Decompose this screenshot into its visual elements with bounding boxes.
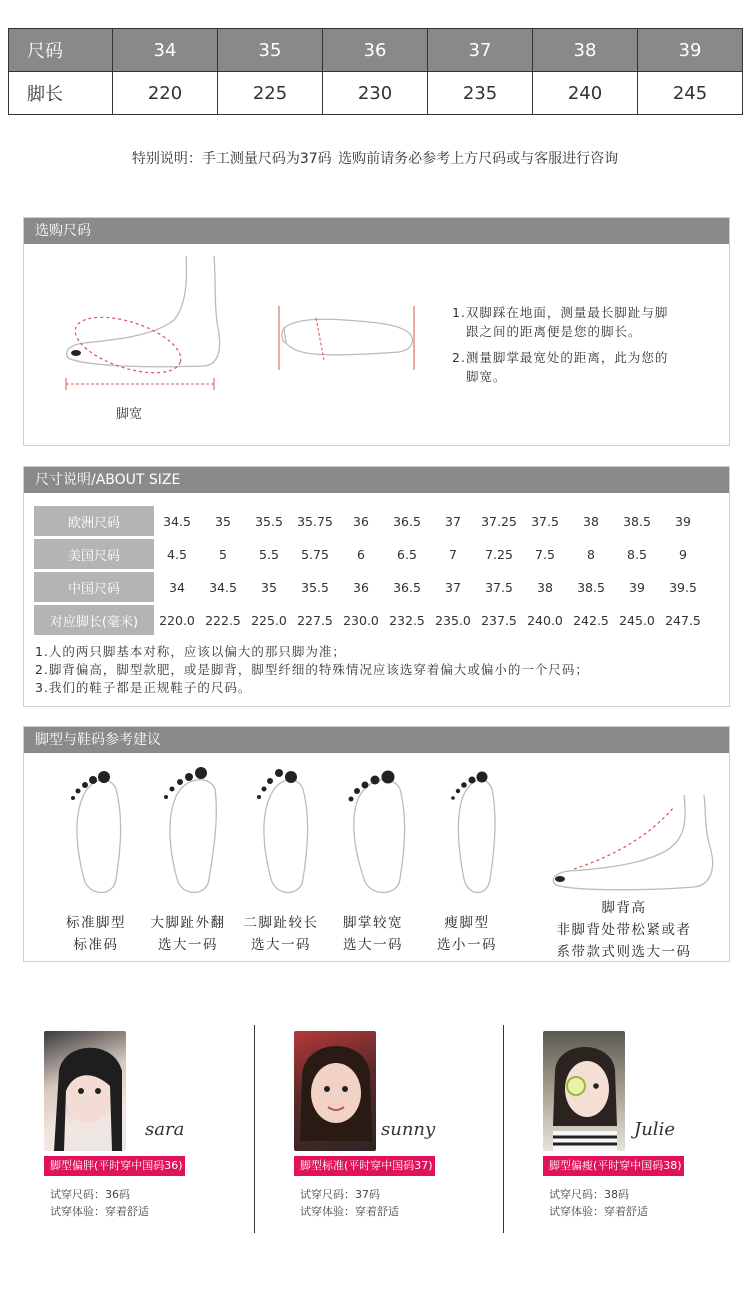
table-cell: 37.5 <box>531 513 559 529</box>
foot-type-name: 瘦脚型 <box>444 915 490 931</box>
model-feel: 试穿体验：穿着舒适 <box>300 1205 399 1218</box>
table-cell: 38 <box>583 513 599 529</box>
table-cell: 38.5 <box>623 513 651 529</box>
table-cell: 220.0 <box>159 612 195 628</box>
model-foot-type-bar: 脚型偏瘦(平时穿中国码38) <box>543 1156 684 1176</box>
table-cell: 35.75 <box>297 513 333 529</box>
foot-type-name: 脚掌较宽 <box>343 915 403 931</box>
table-cell: 235 <box>428 72 533 115</box>
table-cell: 35.5 <box>255 513 283 529</box>
model-portrait-icon <box>44 1031 126 1151</box>
foot-type-illustrations <box>24 759 544 909</box>
model-photo <box>294 1031 376 1151</box>
rule-2: 2.脚背偏高，脚型款肥，或是脚背，脚型纤细的特殊情况应该选穿着偏大或偏小的一个尺码； <box>35 662 589 677</box>
table-cell: 38 <box>533 29 638 72</box>
section-title: 尺寸说明/ABOUT SIZE <box>24 467 729 493</box>
foot-sole-icon <box>349 771 405 893</box>
section-choose-size <box>23 217 730 446</box>
table-cell: 36 <box>323 29 428 72</box>
table-cell: 脚长 <box>9 72 113 115</box>
foot-type-name: 标准脚型 <box>66 915 126 931</box>
special-note <box>0 148 750 168</box>
table-cell: 35.5 <box>301 579 329 595</box>
conversion-table <box>34 503 706 638</box>
table-cell: 225 <box>218 72 323 115</box>
model-feel: 试穿体验：穿着舒适 <box>549 1205 648 1218</box>
model-info <box>300 1186 399 1220</box>
table-cell: 230.0 <box>343 612 379 628</box>
table-header-row <box>9 29 743 72</box>
table-cell: 39 <box>675 513 691 529</box>
table-cell: 222.5 <box>205 612 241 628</box>
foot-type-advice: 标准码 <box>73 937 119 953</box>
model-name: sunny <box>381 1119 436 1140</box>
table-cell: 240 <box>533 72 638 115</box>
table-cell: 230 <box>323 72 428 115</box>
table-cell: 237.5 <box>481 612 517 628</box>
table-cell: 35 <box>218 29 323 72</box>
size-rules <box>35 643 589 697</box>
foot-type-advice: 选小一码 <box>437 937 497 953</box>
foot-type-name: 脚背高 <box>601 900 647 916</box>
table-cell: 6 <box>357 546 365 562</box>
table-cell: 4.5 <box>167 546 187 562</box>
row-label: 中国尺码 <box>34 572 154 602</box>
row-label: 美国尺码 <box>34 539 154 569</box>
table-row <box>34 506 706 536</box>
table-cell: 37.25 <box>481 513 517 529</box>
step2-line-b: 脚宽。 <box>466 369 507 384</box>
measure-step-2 <box>452 348 668 386</box>
model-size: 试穿尺码：37码 <box>300 1188 380 1201</box>
foot-width-label: 脚宽 <box>116 407 143 422</box>
table-cell: 34.5 <box>209 579 237 595</box>
table-cell: 7 <box>449 546 457 562</box>
table-cell: 38.5 <box>577 579 605 595</box>
model-portrait-icon <box>543 1031 625 1151</box>
model-photo <box>543 1031 625 1151</box>
step1-line-a: 1.双脚踩在地面，测量最长脚趾与脚 <box>452 305 669 320</box>
special-note-line1: 手工测量尺码为37码 <box>201 151 332 167</box>
table-cell: 37 <box>428 29 533 72</box>
table-cell: 232.5 <box>389 612 425 628</box>
table-cell: 9 <box>679 546 687 562</box>
table-cell: 7.5 <box>535 546 555 562</box>
measure-step-1 <box>452 303 668 341</box>
foot-type-advice: 选大一码 <box>251 937 311 953</box>
table-cell: 39.5 <box>669 579 697 595</box>
table-cell: 35 <box>215 513 231 529</box>
foot-sole-icon <box>71 771 121 893</box>
foot-type-name: 二脚趾较长 <box>243 915 319 931</box>
row-label: 对应脚长(毫米) <box>34 605 154 635</box>
table-cell: 220 <box>113 72 218 115</box>
table-cell: 5.75 <box>301 546 329 562</box>
table-cell: 尺码 <box>9 29 113 72</box>
section-title: 选购尺码 <box>24 218 729 244</box>
table-row <box>34 605 706 635</box>
model-card-julie <box>522 1031 692 1231</box>
foot-top-measure-illustration <box>274 298 424 378</box>
table-cell: 8.5 <box>627 546 647 562</box>
divider <box>503 1025 504 1233</box>
foot-sole-icon <box>164 767 216 893</box>
table-row <box>9 72 743 115</box>
table-cell: 37.5 <box>485 579 513 595</box>
row-label: 欧洲尺码 <box>34 506 154 536</box>
special-note-line2: 选购前请务必参考上方尺码或与客服进行咨询 <box>338 151 619 167</box>
table-cell: 39 <box>629 579 645 595</box>
foot-type-long-second-toe <box>231 912 331 956</box>
table-cell: 37 <box>445 579 461 595</box>
model-foot-type-bar: 脚型标准(平时穿中国码37) <box>294 1156 435 1176</box>
foot-sole-icon <box>451 772 495 893</box>
foot-type-advice: 非脚背处带松紧或者 <box>556 922 692 938</box>
table-cell: 242.5 <box>573 612 609 628</box>
foot-type-bunion <box>138 912 238 956</box>
table-cell: 35 <box>261 579 277 595</box>
foot-type-advice: 系带款式则选大一码 <box>556 944 692 960</box>
table-cell: 5 <box>219 546 227 562</box>
table-row <box>34 539 706 569</box>
rule-1: 1.人的两只脚基本对称，应该以偏大的那只脚为准； <box>35 644 346 659</box>
table-cell: 240.0 <box>527 612 563 628</box>
table-cell: 38 <box>537 579 553 595</box>
foot-sole-icon <box>257 769 308 893</box>
table-cell: 36 <box>353 513 369 529</box>
model-feel: 试穿体验：穿着舒适 <box>50 1205 149 1218</box>
table-cell: 34.5 <box>163 513 191 529</box>
step2-line-a: 2.测量脚掌最宽处的距离，此为您的 <box>452 350 669 365</box>
model-name: Julie <box>634 1119 675 1140</box>
model-foot-type-bar: 脚型偏胖(平时穿中国码36) <box>44 1156 185 1176</box>
table-cell: 235.0 <box>435 612 471 628</box>
table-cell: 7.25 <box>485 546 513 562</box>
table-cell: 247.5 <box>665 612 701 628</box>
table-cell: 36.5 <box>393 579 421 595</box>
foot-type-advice: 选大一码 <box>158 937 218 953</box>
model-name: sara <box>145 1119 185 1140</box>
model-photo <box>44 1031 126 1151</box>
foot-type-standard <box>46 912 146 956</box>
table-cell: 36 <box>353 579 369 595</box>
table-cell: 225.0 <box>251 612 287 628</box>
model-info <box>549 1186 648 1220</box>
foot-type-name: 大脚趾外翻 <box>150 915 226 931</box>
table-cell: 34 <box>169 579 185 595</box>
rule-3: 3.我们的鞋子都是正规鞋子的尺码。 <box>35 680 252 695</box>
section-about-size <box>23 466 730 707</box>
model-portrait-icon <box>294 1031 376 1151</box>
model-card-sunny <box>273 1031 443 1231</box>
table-cell: 5.5 <box>259 546 279 562</box>
table-cell: 36.5 <box>393 513 421 529</box>
foot-side-measure-illustration <box>54 248 254 398</box>
section-foot-types <box>23 726 730 962</box>
section-title: 脚型与鞋码参考建议 <box>24 727 729 753</box>
foot-type-advice: 选大一码 <box>343 937 403 953</box>
foot-type-wide <box>323 912 423 956</box>
table-cell: 39 <box>638 29 743 72</box>
table-cell: 245 <box>638 72 743 115</box>
table-cell: 8 <box>587 546 595 562</box>
model-card-sara <box>23 1031 193 1231</box>
table-cell: 37 <box>445 513 461 529</box>
size-length-table <box>8 28 743 115</box>
table-cell: 34 <box>113 29 218 72</box>
table-cell: 245.0 <box>619 612 655 628</box>
model-size: 试穿尺码：38码 <box>549 1188 629 1201</box>
divider <box>254 1025 255 1233</box>
high-instep-illustration <box>544 787 724 897</box>
step1-line-b: 跟之间的距离便是您的脚长。 <box>466 324 642 339</box>
table-row <box>34 572 706 602</box>
model-info <box>50 1186 149 1220</box>
foot-type-slim <box>417 912 517 956</box>
foot-type-high-instep <box>529 897 719 963</box>
model-size: 试穿尺码：36码 <box>50 1188 130 1201</box>
special-note-label: 特别说明： <box>131 151 202 167</box>
table-cell: 227.5 <box>297 612 333 628</box>
table-cell: 6.5 <box>397 546 417 562</box>
